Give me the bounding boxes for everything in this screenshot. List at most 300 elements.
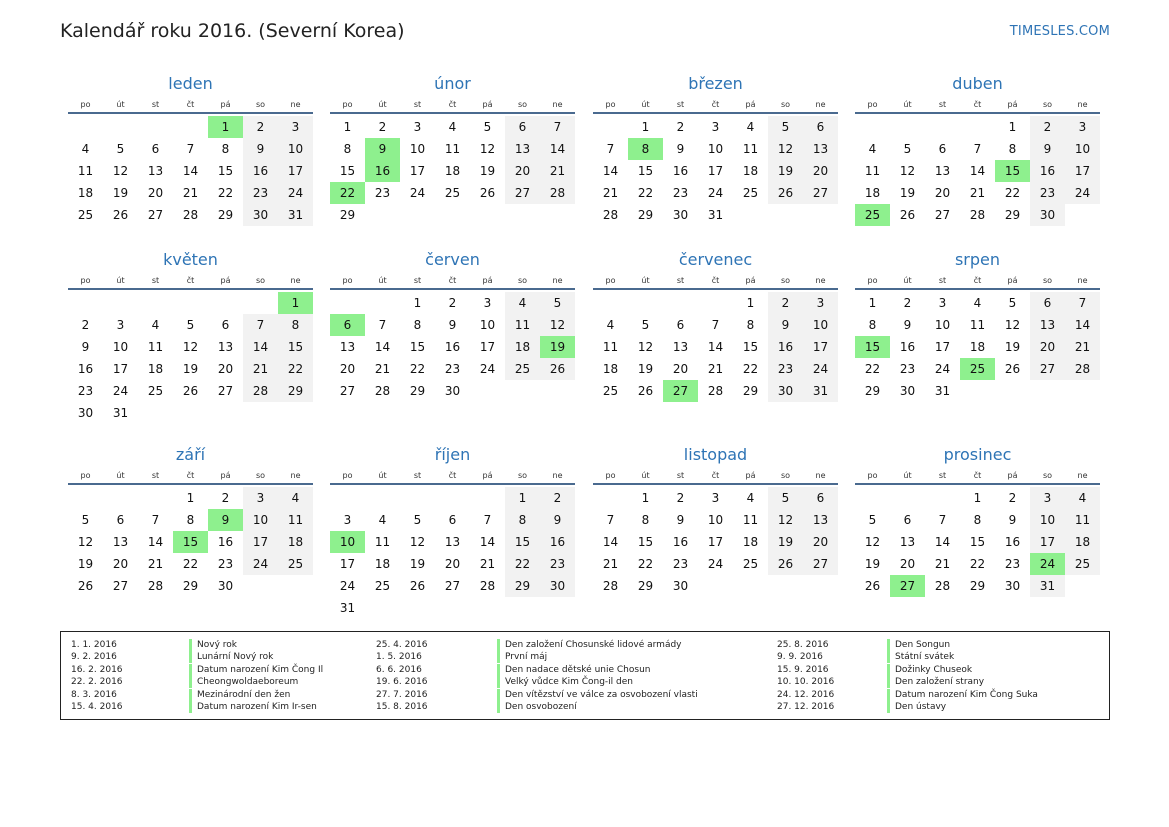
day-grid	[855, 487, 1100, 597]
day-cell: 16	[444, 340, 461, 354]
weekday-label: út	[378, 276, 387, 285]
holiday-name: Den osvobození	[497, 701, 577, 713]
day-cell: 14	[182, 164, 199, 178]
day-cell: 5	[1008, 296, 1017, 310]
empty-cell	[103, 116, 138, 138]
month-calendar	[68, 249, 313, 424]
day-cell: 6	[448, 513, 457, 527]
day-cell: 27	[147, 208, 164, 222]
empty-cell	[593, 487, 628, 509]
day-cell: 11	[444, 142, 461, 156]
empty-cell	[663, 292, 698, 314]
day-cell: 14	[147, 535, 164, 549]
day-cell: 22	[637, 557, 654, 571]
day-grid	[593, 487, 838, 597]
day-cell: 20	[505, 160, 540, 182]
day-cell: 11	[374, 535, 391, 549]
day-cell: 27	[1030, 358, 1065, 380]
holiday-date: 1. 5. 2016	[376, 652, 422, 663]
day-cell: 4	[278, 487, 313, 509]
day-cell: 30	[768, 380, 803, 402]
month-name: únor	[434, 74, 471, 93]
day-cell: 11	[742, 513, 759, 527]
day-cell: 9	[768, 314, 803, 336]
day-cell: 29	[637, 208, 654, 222]
weekday-label: st	[151, 100, 160, 109]
day-cell: 1	[746, 296, 755, 310]
day-cell: 13	[444, 535, 461, 549]
day-cell: 14	[1065, 314, 1100, 336]
day-cell: 5	[868, 513, 877, 527]
day-cell: 27	[505, 182, 540, 204]
day-cell: 17	[243, 531, 278, 553]
weekday-label: čt	[448, 100, 457, 109]
day-cell: 20	[1030, 336, 1065, 358]
day-cell: 20	[803, 531, 838, 553]
day-cell: 12	[409, 535, 426, 549]
day-cell: 19	[1004, 340, 1021, 354]
weekday-label: st	[413, 100, 422, 109]
weekday-label: čt	[448, 276, 457, 285]
holiday-day: 19	[540, 336, 575, 358]
day-cell: 2	[1030, 116, 1065, 138]
weekday-label: st	[413, 276, 422, 285]
day-cell: 28	[707, 384, 724, 398]
day-cell: 17	[707, 164, 724, 178]
day-cell: 7	[938, 513, 947, 527]
day-cell: 19	[112, 186, 129, 200]
empty-cell	[138, 116, 173, 138]
day-grid	[330, 487, 575, 619]
day-cell: 31	[1030, 575, 1065, 597]
day-cell: 5	[186, 318, 195, 332]
empty-cell	[68, 292, 103, 314]
day-cell: 15	[217, 164, 234, 178]
empty-cell	[628, 292, 663, 314]
day-cell: 2	[1008, 491, 1017, 505]
weekday-label: ne	[1077, 471, 1088, 480]
day-cell: 4	[151, 318, 160, 332]
weekday-label: ne	[815, 100, 826, 109]
day-cell: 23	[899, 362, 916, 376]
day-cell: 31	[112, 406, 129, 420]
day-cell: 28	[182, 208, 199, 222]
holiday-date: 25. 8. 2016	[777, 640, 829, 650]
day-cell: 26	[479, 186, 496, 200]
weekday-label: ne	[290, 100, 301, 109]
day-cell: 24	[409, 186, 426, 200]
holiday-name: Velký vůdce Kim Čong-il den	[497, 676, 633, 688]
month-name: duben	[952, 74, 1003, 93]
holiday-date: 8. 3. 2016	[71, 689, 117, 700]
holiday-name: Cheongwoldaeboreum	[189, 676, 298, 688]
day-cell: 14	[602, 164, 619, 178]
day-cell: 17	[707, 535, 724, 549]
day-cell: 5	[81, 513, 90, 527]
day-cell: 7	[243, 314, 278, 336]
day-cell: 5	[768, 487, 803, 509]
day-cell: 20	[112, 557, 129, 571]
day-cell: 26	[899, 208, 916, 222]
day-cell: 3	[343, 513, 352, 527]
holiday-day: 8	[628, 138, 663, 160]
weekday-label: st	[676, 471, 685, 480]
day-grid	[593, 292, 838, 402]
month-calendar	[593, 249, 838, 402]
day-cell: 22	[742, 362, 759, 376]
day-cell: 10	[278, 138, 313, 160]
weekday-label: čt	[973, 100, 982, 109]
day-cell: 24	[1065, 182, 1100, 204]
day-cell: 14	[707, 340, 724, 354]
day-cell: 18	[742, 164, 759, 178]
day-cell: 9	[676, 513, 685, 527]
weekday-label: pá	[482, 100, 493, 109]
day-cell: 2	[243, 116, 278, 138]
day-cell: 14	[540, 138, 575, 160]
day-cell: 28	[243, 380, 278, 402]
day-cell: 20	[217, 362, 234, 376]
day-cell: 4	[746, 491, 755, 505]
day-cell: 25	[602, 384, 619, 398]
weekday-label: pá	[1007, 276, 1018, 285]
weekday-header	[855, 98, 1100, 114]
day-cell: 23	[217, 557, 234, 571]
day-cell: 1	[641, 491, 650, 505]
day-cell: 21	[602, 557, 619, 571]
weekday-label: po	[867, 100, 878, 109]
day-cell: 24	[278, 182, 313, 204]
day-cell: 19	[479, 164, 496, 178]
day-cell: 19	[182, 362, 199, 376]
day-cell: 24	[803, 358, 838, 380]
day-cell: 25	[374, 579, 391, 593]
day-cell: 3	[1065, 116, 1100, 138]
day-cell: 14	[479, 535, 496, 549]
day-cell: 17	[409, 164, 426, 178]
day-cell: 26	[77, 579, 94, 593]
day-cell: 23	[243, 182, 278, 204]
day-cell: 10	[409, 142, 426, 156]
day-cell: 23	[672, 186, 689, 200]
holiday-day: 27	[663, 380, 698, 402]
day-cell: 13	[217, 340, 234, 354]
day-cell: 12	[899, 164, 916, 178]
day-cell: 3	[711, 491, 720, 505]
day-cell: 23	[1004, 557, 1021, 571]
day-cell: 13	[934, 164, 951, 178]
day-cell: 22	[637, 186, 654, 200]
day-cell: 23	[1030, 182, 1065, 204]
day-cell: 19	[768, 531, 803, 553]
day-cell: 10	[243, 509, 278, 531]
weekday-label: so	[1042, 471, 1053, 480]
month-name: listopad	[683, 445, 748, 464]
day-cell: 17	[112, 362, 129, 376]
day-cell: 27	[934, 208, 951, 222]
weekday-label: út	[378, 100, 387, 109]
day-cell: 8	[746, 318, 755, 332]
empty-cell	[890, 116, 925, 138]
day-cell: 20	[672, 362, 689, 376]
day-cell: 1	[868, 296, 877, 310]
day-cell: 12	[864, 535, 881, 549]
day-cell: 6	[505, 116, 540, 138]
holiday-name: Den nadace dětské unie Chosun	[497, 664, 650, 676]
weekday-label: čt	[711, 100, 720, 109]
holiday-day: 10	[330, 531, 365, 553]
month-name: srpen	[954, 250, 1001, 269]
day-cell: 19	[637, 362, 654, 376]
weekday-label: po	[80, 276, 91, 285]
day-cell: 28	[479, 579, 496, 593]
holiday-day: 15	[995, 160, 1030, 182]
day-cell: 13	[899, 535, 916, 549]
day-cell: 7	[606, 513, 615, 527]
day-cell: 15	[637, 535, 654, 549]
day-cell: 22	[864, 362, 881, 376]
site-link[interactable]: TIMESLES.COM	[1009, 24, 1110, 39]
day-cell: 15	[637, 164, 654, 178]
day-cell: 21	[540, 160, 575, 182]
day-cell: 9	[676, 142, 685, 156]
day-cell: 27	[339, 384, 356, 398]
holiday-name: Nový rok	[189, 639, 237, 651]
holiday-date: 19. 6. 2016	[376, 677, 428, 688]
weekday-label: út	[116, 100, 125, 109]
day-cell: 9	[903, 318, 912, 332]
day-cell: 16	[217, 535, 234, 549]
weekday-label: pá	[482, 471, 493, 480]
weekday-label: út	[116, 276, 125, 285]
weekday-label: so	[255, 276, 266, 285]
month-calendar	[855, 249, 1100, 402]
weekday-label: so	[780, 471, 791, 480]
day-cell: 27	[112, 579, 129, 593]
weekday-header	[593, 469, 838, 485]
day-cell: 17	[803, 336, 838, 358]
weekday-label: po	[342, 471, 353, 480]
holiday-name: Datum narození Kim Ir-sen	[189, 701, 317, 713]
day-cell: 1	[973, 491, 982, 505]
day-cell: 4	[606, 318, 615, 332]
day-cell: 21	[969, 186, 986, 200]
day-cell: 25	[77, 208, 94, 222]
weekday-label: pá	[482, 276, 493, 285]
weekday-label: pá	[220, 471, 231, 480]
day-cell: 6	[676, 318, 685, 332]
day-cell: 11	[969, 318, 986, 332]
holiday-name: Datum narození Kim Čong Il	[189, 664, 323, 676]
day-cell: 18	[864, 186, 881, 200]
day-cell: 7	[483, 513, 492, 527]
weekday-label: út	[903, 471, 912, 480]
day-cell: 22	[217, 186, 234, 200]
day-cell: 18	[147, 362, 164, 376]
weekday-label: pá	[1007, 471, 1018, 480]
month-calendar	[855, 73, 1100, 226]
day-cell: 10	[112, 340, 129, 354]
day-cell: 3	[1030, 487, 1065, 509]
day-cell: 27	[217, 384, 234, 398]
day-cell: 7	[1065, 292, 1100, 314]
day-cell: 30	[444, 384, 461, 398]
day-cell: 23	[672, 557, 689, 571]
day-cell: 14	[934, 535, 951, 549]
weekday-label: st	[938, 100, 947, 109]
month-calendar	[593, 444, 838, 597]
weekday-label: čt	[186, 471, 195, 480]
day-cell: 21	[602, 186, 619, 200]
month-name: červenec	[678, 250, 753, 269]
day-cell: 12	[182, 340, 199, 354]
day-cell: 29	[182, 579, 199, 593]
day-cell: 17	[1065, 160, 1100, 182]
weekday-label: po	[867, 471, 878, 480]
weekday-label: pá	[220, 276, 231, 285]
day-cell: 21	[243, 358, 278, 380]
holiday-date: 15. 8. 2016	[376, 701, 428, 712]
holiday-date: 15. 9. 2016	[777, 664, 829, 675]
holiday-date: 25. 4. 2016	[376, 640, 428, 650]
weekday-label: so	[517, 100, 528, 109]
weekday-label: ne	[552, 100, 563, 109]
day-cell: 15	[969, 535, 986, 549]
empty-cell	[855, 116, 890, 138]
weekday-header	[68, 469, 313, 485]
weekday-label: čt	[711, 471, 720, 480]
month-calendar	[330, 73, 575, 226]
empty-cell	[855, 487, 890, 509]
day-cell: 14	[969, 164, 986, 178]
day-cell: 16	[672, 164, 689, 178]
day-cell: 9	[1030, 138, 1065, 160]
day-cell: 22	[1004, 186, 1021, 200]
weekday-label: ne	[552, 471, 563, 480]
day-cell: 28	[602, 579, 619, 593]
day-cell: 7	[540, 116, 575, 138]
holiday-day: 6	[330, 314, 365, 336]
weekday-header	[330, 469, 575, 485]
month-name: květen	[163, 250, 218, 269]
day-cell: 2	[221, 491, 230, 505]
day-cell: 3	[413, 120, 422, 134]
holiday-day: 1	[278, 292, 313, 314]
weekday-label: po	[80, 100, 91, 109]
weekday-label: st	[676, 276, 685, 285]
empty-cell	[890, 487, 925, 509]
day-cell: 29	[1004, 208, 1021, 222]
weekday-label: po	[342, 276, 353, 285]
day-cell: 8	[278, 314, 313, 336]
day-cell: 8	[221, 142, 230, 156]
weekday-label: út	[641, 276, 650, 285]
day-cell: 6	[803, 487, 838, 509]
day-cell: 31	[803, 380, 838, 402]
day-cell: 17	[934, 340, 951, 354]
holiday-date: 9. 9. 2016	[777, 652, 823, 663]
weekday-label: st	[151, 276, 160, 285]
day-cell: 12	[540, 314, 575, 336]
day-cell: 10	[934, 318, 951, 332]
holiday-date: 9. 2. 2016	[71, 652, 117, 663]
holiday-name: Dožinky Chuseok	[887, 664, 972, 676]
day-cell: 29	[339, 208, 356, 222]
day-cell: 11	[1065, 509, 1100, 531]
day-grid	[593, 116, 838, 226]
day-cell: 6	[151, 142, 160, 156]
day-grid	[68, 116, 313, 226]
weekday-label: so	[1042, 100, 1053, 109]
day-cell: 7	[151, 513, 160, 527]
empty-cell	[365, 292, 400, 314]
day-cell: 4	[81, 142, 90, 156]
day-cell: 11	[864, 164, 881, 178]
empty-cell	[435, 487, 470, 509]
day-cell: 28	[374, 384, 391, 398]
day-cell: 18	[505, 336, 540, 358]
day-cell: 1	[1008, 120, 1017, 134]
day-cell: 14	[243, 336, 278, 358]
day-cell: 23	[444, 362, 461, 376]
day-cell: 26	[1004, 362, 1021, 376]
day-cell: 13	[803, 138, 838, 160]
day-cell: 1	[343, 120, 352, 134]
weekday-label: po	[605, 471, 616, 480]
day-cell: 22	[505, 553, 540, 575]
weekday-label: so	[255, 471, 266, 480]
day-cell: 23	[374, 186, 391, 200]
weekday-header	[855, 469, 1100, 485]
month-name: říjen	[434, 445, 471, 464]
empty-cell	[365, 487, 400, 509]
day-cell: 13	[1030, 314, 1065, 336]
weekday-label: st	[938, 276, 947, 285]
day-cell: 21	[374, 362, 391, 376]
day-cell: 6	[221, 318, 230, 332]
day-cell: 4	[505, 292, 540, 314]
day-cell: 29	[278, 380, 313, 402]
month-calendar	[593, 73, 838, 226]
day-cell: 30	[899, 384, 916, 398]
empty-cell	[400, 487, 435, 509]
day-cell: 24	[934, 362, 951, 376]
day-cell: 16	[77, 362, 94, 376]
empty-cell	[470, 487, 505, 509]
weekday-label: so	[517, 471, 528, 480]
holiday-date: 22. 2. 2016	[71, 677, 123, 688]
day-cell: 13	[112, 535, 129, 549]
month-calendar	[330, 249, 575, 402]
holiday-day: 15	[173, 531, 208, 553]
holiday-date: 27. 12. 2016	[777, 701, 835, 712]
day-grid	[330, 116, 575, 226]
day-cell: 22	[409, 362, 426, 376]
day-cell: 8	[505, 509, 540, 531]
weekday-label: ne	[815, 471, 826, 480]
day-cell: 8	[973, 513, 982, 527]
day-cell: 20	[934, 186, 951, 200]
day-cell: 12	[479, 142, 496, 156]
holiday-day: 15	[855, 336, 890, 358]
day-cell: 28	[1065, 358, 1100, 380]
holiday-day: 1	[208, 116, 243, 138]
empty-cell	[68, 116, 103, 138]
day-cell: 16	[540, 531, 575, 553]
weekday-label: pá	[745, 276, 756, 285]
day-cell: 20	[339, 362, 356, 376]
empty-cell	[698, 292, 733, 314]
